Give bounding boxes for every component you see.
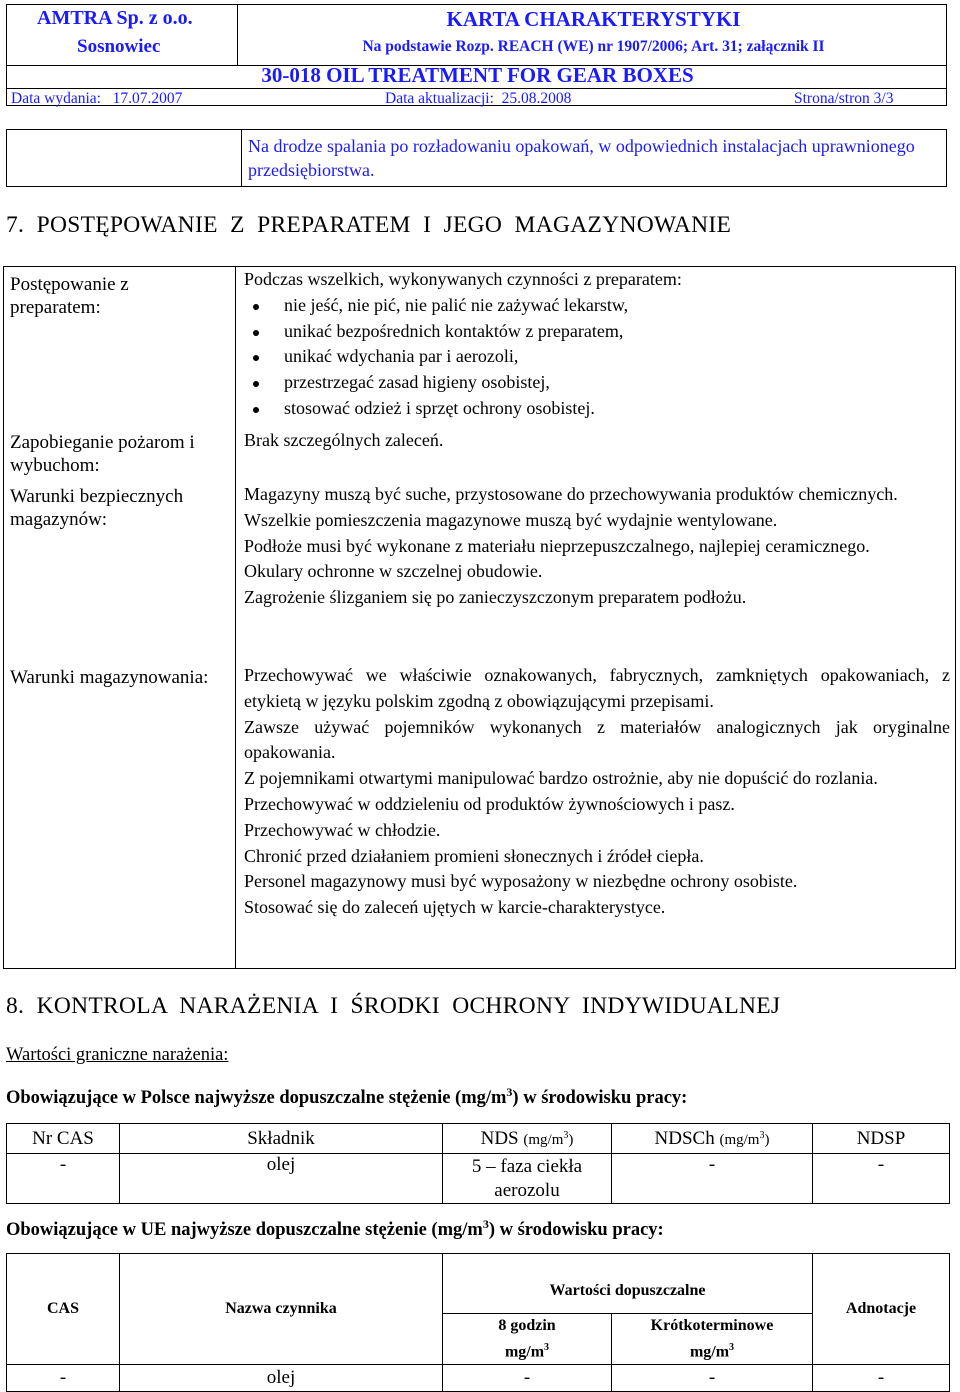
update-date-row	[385, 90, 571, 108]
col-header-ndsch	[612, 1124, 813, 1154]
unit: mg/m	[689, 1342, 730, 1360]
paragraph: Podłoże musi być wykonane z materiału nieprzepuszczalnego, najlepiej ceramicznego.	[244, 535, 870, 556]
handling-intro: Podczas wszelkich, wykonywanych czynności z preparatem:	[244, 269, 682, 289]
col-header-cas: CAS	[7, 1254, 120, 1365]
safe-storage-label: Warunki bezpiecznych magazynów:	[10, 486, 184, 530]
section-7-title: 7. POSTĘPOWANIE Z PREPARATEM I JEGO MAGAZYNOWANIE	[6, 212, 732, 238]
storage-label: Warunki magazynowania:	[10, 667, 209, 688]
limits-heading: Wartości graniczne narażenia:	[6, 1045, 229, 1065]
section-8-title: 8. KONTROLA NARAŻENIA I ŚRODKI OCHRONY INDYWIDUALNEJ	[6, 993, 781, 1019]
pl-limits-table	[6, 1123, 950, 1204]
superscript: 3	[729, 1341, 735, 1353]
table-row	[7, 1154, 950, 1204]
paragraph: Zagrożenie ślizganiem się po zanieczyszczonym preparatem podłożu.	[244, 587, 747, 608]
issue-date-row	[11, 90, 182, 108]
paragraph: Chronić przed działaniem promieni słonecznych i źródeł ciepła.	[244, 845, 704, 866]
disposal-text: Na drodze spalania po rozładowaniu opakowań, w odpowiednich instalacjach uprawnionego przedsiębiorstwa.	[248, 136, 915, 180]
unit: (mg/m	[523, 1131, 564, 1148]
cell-cas: -	[7, 1154, 120, 1204]
paragraph: Zawsze używać pojemników wykonanych z materiałów analogicznych jak oryginalne opakowania.	[244, 716, 950, 763]
page-value: 3/3	[873, 90, 894, 107]
paragraph: Przechowywać we właściwie oznakowanych, fabrycznych, zamkniętych opakowaniach, z etykietą w języku polskim zgodną z obowiązującymi przepisami.	[244, 665, 950, 711]
superscript: 3	[506, 1085, 513, 1099]
col-header-notes: Adnotacje	[813, 1254, 950, 1365]
fire-label: Zapobieganie pożarom i wybuchom:	[10, 432, 195, 476]
col-header-ndsp: NDSP	[813, 1124, 950, 1154]
product-name: 30-018 OIL TREATMENT FOR GEAR BOXES	[261, 63, 694, 87]
unit-end: )	[568, 1131, 574, 1148]
superscript: 3	[563, 1129, 569, 1141]
cell-name: olej	[120, 1154, 443, 1204]
document-title: KARTA CHARAKTERYSTYKI	[446, 7, 741, 31]
cell-name: olej	[120, 1365, 443, 1392]
handling-list	[244, 293, 950, 422]
paragraph: Okulary ochronne w szczelnej obudowie.	[244, 561, 543, 582]
paragraph: Magazyny muszą być suche, przystosowane do przechowywania produktów chemicznych.	[244, 484, 898, 504]
unit: mg/m	[504, 1342, 545, 1360]
cell-nds: 5 – faza ciekła aerozolu	[443, 1154, 612, 1204]
list-item: nie jeść, nie pić, nie palić nie zażywać lekarstw,	[244, 293, 950, 319]
col-header-8h: 8 godzin	[443, 1314, 612, 1339]
company-city: Sosnowiec	[77, 36, 161, 57]
paragraph: Przechowywać w oddzieleniu od produktów żywnościowych i pasz.	[244, 793, 735, 814]
storage-content	[244, 663, 950, 921]
cell-8h: -	[443, 1365, 612, 1392]
update-date: 25.08.2008	[501, 90, 572, 107]
list-item: unikać bezpośrednich kontaktów z preparatem,	[244, 319, 950, 345]
pl-limits-heading	[6, 1085, 687, 1109]
handling-label: Postępowanie z preparatem:	[10, 274, 129, 318]
eu-heading-end: ) w środowisku pracy:	[488, 1220, 664, 1241]
paragraph: Stosować się do zaleceń ujętych w karcie-charakterystyce.	[244, 897, 666, 918]
regulation-basis: Na podstawie Rozp. REACH (WE) nr 1907/2006; Art. 31; załącznik II	[362, 38, 825, 55]
eu-limits-heading	[6, 1217, 664, 1241]
company-name: AMTRA Sp. z o.o.	[37, 7, 193, 29]
eu-heading-text: Obowiązujące w UE najwyższe dopuszczalne stężenie (mg/m	[6, 1220, 483, 1241]
cell-notes: -	[813, 1365, 950, 1392]
disposal-box	[6, 129, 947, 187]
paragraph: Wszelkie pomieszczenia magazynowe muszą być wydajnie wentylowane.	[244, 509, 778, 530]
list-item: unikać wdychania par i aerozoli,	[244, 344, 950, 370]
fire-text: Brak szczególnych zaleceń.	[244, 430, 444, 450]
cell-ndsp: -	[813, 1154, 950, 1204]
update-label: Data aktualizacji:	[385, 90, 494, 107]
col-header-name: Składnik	[120, 1124, 443, 1154]
handling-content	[244, 267, 950, 422]
ndsch-label: NDSCh	[654, 1127, 715, 1149]
safe-storage-content	[244, 482, 950, 611]
section-7-table	[3, 266, 956, 969]
col-header-short: Krótkoterminowe	[612, 1314, 813, 1339]
page-number	[794, 90, 893, 108]
col-header-nds	[443, 1124, 612, 1154]
col-header-cas: Nr CAS	[7, 1124, 120, 1154]
cell-short: -	[612, 1365, 813, 1392]
superscript: 3	[482, 1217, 489, 1231]
col-header-values: Wartości dopuszczalne	[443, 1254, 813, 1314]
superscript: 3	[759, 1129, 765, 1141]
unit-end: )	[764, 1131, 770, 1148]
unit-8h	[443, 1339, 612, 1365]
issue-date: 17.07.2007	[112, 90, 183, 107]
issue-label: Data wydania:	[11, 90, 101, 107]
unit: (mg/m	[719, 1131, 760, 1148]
cell-ndsch: -	[612, 1154, 813, 1204]
page-label: Strona/stron	[794, 90, 870, 107]
cell-cas: -	[7, 1365, 120, 1392]
table-row	[7, 1365, 950, 1392]
paragraph: Przechowywać w chłodzie.	[244, 819, 441, 840]
col-header-name: Nazwa czynnika	[120, 1254, 443, 1365]
unit-short	[612, 1339, 813, 1365]
pl-heading-end: ) w środowisku pracy:	[512, 1088, 688, 1109]
paragraph: Z pojemnikami otwartymi manipulować bardzo ostrożnie, aby nie dopuścić do rozlania.	[244, 768, 878, 789]
superscript: 3	[544, 1341, 550, 1353]
list-item: przestrzegać zasad higieny osobistej,	[244, 370, 950, 396]
nds-label: NDS	[480, 1127, 519, 1149]
document-header	[6, 4, 947, 106]
pl-heading-text: Obowiązujące w Polsce najwyższe dopuszczalne stężenie (mg/m	[6, 1088, 507, 1109]
paragraph: Personel magazynowy musi być wyposażony w niezbędne ochrony osobiste.	[244, 871, 798, 892]
list-item: stosować odzież i sprzęt ochrony osobistej.	[244, 396, 950, 422]
eu-limits-table	[6, 1253, 950, 1392]
